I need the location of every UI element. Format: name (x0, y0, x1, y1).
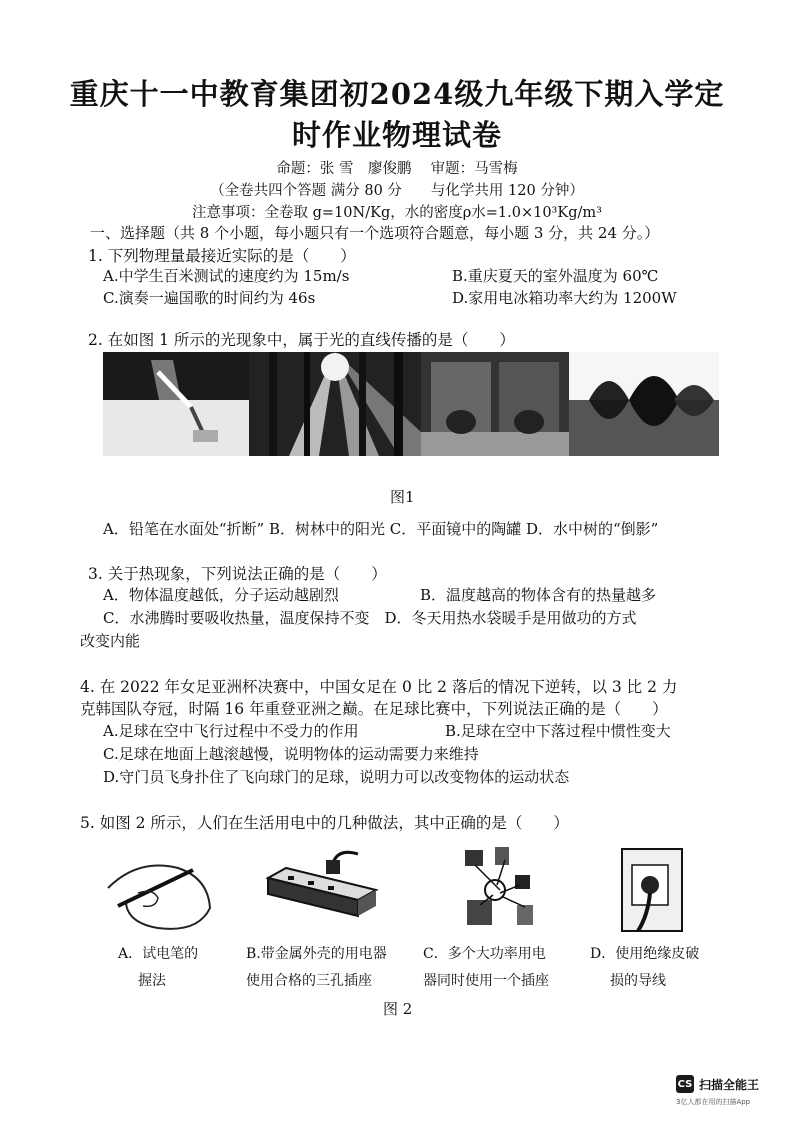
scanner-brand: 扫描全能王 (699, 1077, 760, 1092)
q1-option-d: D.家用电冰箱功率大约为 1200W (452, 289, 677, 307)
section-heading: 一、选择题（共 8 个小题，每小题只有一个选项符合题意，每小题 3 分，共 24 分。） (90, 224, 660, 242)
caption-b-line2: 使用合格的三孔插座 (246, 973, 372, 989)
photo-tree-reflection (569, 352, 719, 456)
q4-option-b: B.足球在空中下落过程中惯性变大 (445, 722, 671, 740)
image-power-strip (258, 848, 383, 928)
caption-d-line2: 损的导线 (610, 973, 666, 989)
image-damaged-wire-socket (618, 845, 686, 935)
q3-option-b: B．温度越高的物体含有的热量越多 (420, 586, 657, 604)
caption-a-line2: 握法 (138, 973, 166, 989)
photo-mirror-jar (421, 352, 569, 456)
question-2-stem: 2. 在如图 1 所示的光现象中，属于光的直线传播的是（ ） (88, 331, 515, 349)
q3-option-d-continuation: 改变内能 (80, 632, 141, 650)
caption-b-line1: B.带金属外壳的用电器 (246, 946, 387, 962)
q3-option-a: A．物体温度越低，分子运动越剧烈 (103, 586, 339, 604)
caption-c-line1: C．多个大功率用电 (423, 946, 546, 962)
q4-option-d: D.守门员飞身扑住了飞向球门的足球，说明力可以改变物体的运动状态 (103, 768, 570, 786)
exam-title-line2: 时作业物理试卷 (291, 118, 502, 152)
q1-option-b: B.重庆夏天的室外温度为 60℃ (452, 267, 659, 285)
authors-line: 命题：张 雪 廖俊鹏 审题：马雪梅 (276, 161, 518, 177)
question-1-stem: 1. 下列物理量最接近实际的是（ ） (88, 247, 356, 265)
image-test-pen-grip (98, 848, 223, 938)
caption-c (423, 941, 549, 995)
exam-info-line: （全卷共四个答题 满分 80 分 与化学共用 120 分钟） (210, 183, 584, 199)
figure-1-label: 图1 (390, 488, 415, 506)
photo-sunlight-forest (249, 352, 421, 456)
exam-title-line1: 重庆十一中教育集团初2024级九年级下期入学定 (69, 77, 725, 111)
caption-a (118, 941, 198, 995)
caption-d-line1: D．使用绝缘皮破 (590, 946, 700, 962)
question-4-stem-line1: 4. 在 2022 年女足亚洲杯决赛中，中国女足在 0 比 2 落后的情况下逆转，以 3 比 2 力 (80, 678, 678, 696)
caption-c-line2: 器同时使用一个插座 (423, 973, 549, 989)
question-4-stem-line2: 克韩国队夺冠，时隔 16 年重登亚洲之巅。在足球比赛中，下列说法正确的是（ ） (80, 700, 668, 718)
scanner-logo-icon: CS (676, 1075, 694, 1093)
caption-a-line1: A．试电笔的 (118, 946, 199, 962)
scanner-watermark (676, 1075, 759, 1107)
q4-option-c: C.足球在地面上越滚越慢，说明物体的运动需要力来维持 (103, 745, 479, 763)
q2-options: A．铅笔在水面处“折断” B．树林中的阳光 C．平面镜中的陶罐 D．水中树的“倒影” (103, 520, 659, 538)
image-overloaded-socket (455, 845, 555, 935)
question-5-stem: 5. 如图 2 所示，人们在生活用电中的几种做法，其中正确的是（ ） (80, 814, 569, 832)
q3-option-c: C．水沸腾时要吸收热量，温度保持不变 D．冬天用热水袋暖手是用做功的方式 (103, 609, 637, 627)
question-3-stem: 3. 关于热现象，下列说法正确的是（ ） (88, 565, 387, 583)
scanner-tagline: 3亿人都在用的扫描App (676, 1098, 751, 1106)
caption-d (590, 941, 699, 995)
q1-option-a: A.中学生百米测试的速度约为 15m/s (103, 267, 350, 285)
figure-2-label: 图 2 (383, 1000, 413, 1018)
notice-line: 注意事项：全卷取 g=10N/Kg，水的密度ρ水=1.0×10³Kg/m³ (192, 205, 602, 221)
q4-option-a: A.足球在空中飞行过程中不受力的作用 (103, 722, 359, 740)
q1-option-c: C.演奏一遍国歌的时间约为 46s (103, 289, 316, 307)
caption-b (246, 941, 387, 995)
photo-pencil-in-water (103, 352, 249, 456)
